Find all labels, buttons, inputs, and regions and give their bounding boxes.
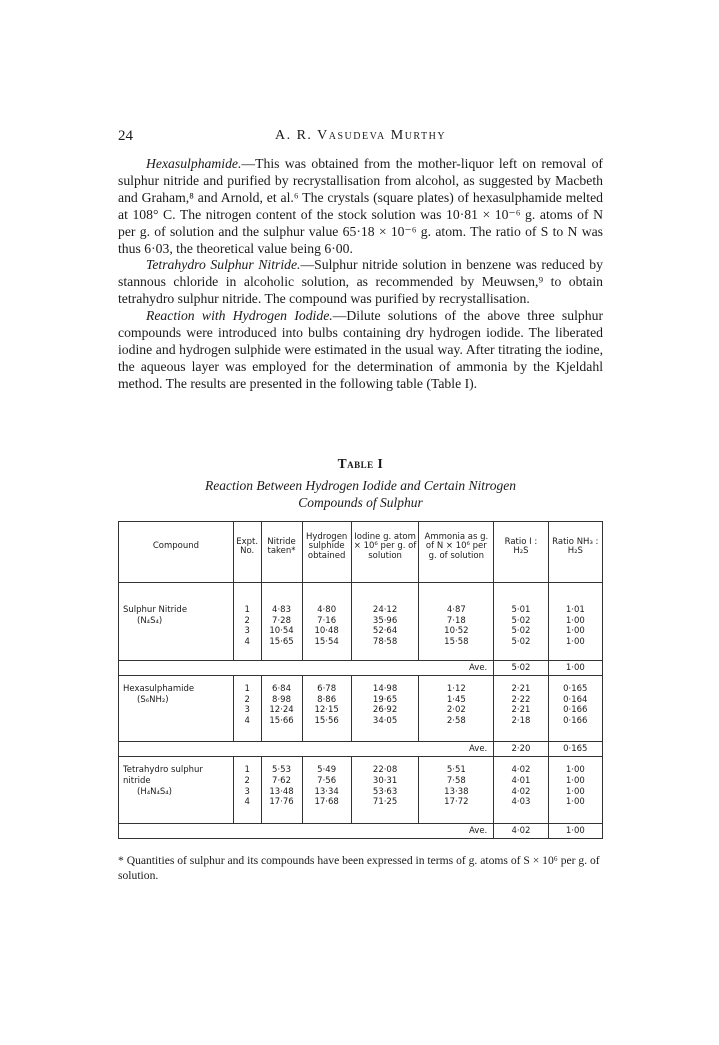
- table-caption: [118, 477, 603, 511]
- col-header-compound: Compound: [119, 522, 234, 573]
- average-row: [119, 660, 603, 675]
- h2s-cell: 6·78 8·86 12·15 15·56: [302, 675, 351, 742]
- running-head: A. R. Vasudeva Murthy: [274, 128, 447, 143]
- compound-cell: [119, 605, 234, 660]
- average-row: [119, 742, 603, 757]
- h2s-cell: 5·49 7·56 13·34 17·68: [302, 757, 351, 824]
- ratio-nh3-cell: 1·00 1·00 1·00 1·00: [548, 757, 602, 824]
- col-header-nitride: Nitride taken*: [261, 522, 302, 573]
- table-caption-line-2: Compounds of Sulphur: [298, 495, 423, 510]
- ammonia-cell: 1·12 1·45 2·02 2·58: [419, 675, 494, 742]
- iodine-cell: 22·08 30·31 53·63 71·25: [351, 757, 419, 824]
- ave-ratio-nh3: 0·165: [548, 742, 602, 757]
- ammonia-cell: 4·87 7·18 10·52 15·58: [419, 605, 494, 660]
- table-caption-line-1: Reaction Between Hydrogen Iodide and Certain Nitrogen: [205, 478, 516, 493]
- page-header: [118, 128, 603, 148]
- compound-formula: (H₄N₄S₄): [137, 786, 173, 797]
- iodine-cell: 24·12 35·96 52·64 78·58: [351, 605, 419, 660]
- table-title: Table I: [337, 456, 384, 471]
- h2s-cell: 4·80 7·16 10·48 15·54: [302, 605, 351, 660]
- footnote: * Quantities of sulphur and its compounds have been expressed in terms of g. atoms of S × 10⁶ per g. of solution.: [118, 854, 600, 882]
- average-row: [119, 824, 603, 839]
- average-label: Ave.: [119, 660, 494, 675]
- paragraph-reaction: [118, 308, 603, 393]
- table-row: [119, 675, 603, 742]
- ratio-i-cell: 2·21 2·22 2·21 2·18: [494, 675, 548, 742]
- compound-cell: [119, 675, 234, 742]
- col-header-h2s: Hydrogen sulphide obtained: [302, 522, 351, 573]
- paragraph-text: —Dilute solutions of the above three sulphur compounds were introduced into bulbs containing dry hydrogen iodide. The liberated iodine and hydrogen sulphide were estimated in the usual way. After titrating the iodine, the aqueous layer was employed for the determination of ammonia by the Kjeldahl method. The results are presented in the following table (Table I).: [118, 308, 603, 391]
- ratio-i-cell: 5·01 5·02 5·02 5·02: [494, 605, 548, 660]
- paragraph-title: Hexasulphamide.: [146, 156, 242, 171]
- paragraph-text: —Sulphur nitride solution in benzene was reduced by stannous chloride in alcoholic solution, as recommended by Meuwsen,⁹ to obtain tetrahydro sulphur nitride. The compound was purified by recrystallisation.: [118, 257, 603, 307]
- expt-cell: 1 2 3 4: [233, 675, 261, 742]
- nitride-cell: 6·84 8·98 12·24 15·66: [261, 675, 302, 742]
- compound-formula: (S₆NH₂): [137, 694, 169, 705]
- expt-cell: 1 2 3 4: [233, 605, 261, 660]
- table-row: [119, 605, 603, 660]
- ave-ratio-i: 4·02: [494, 824, 548, 839]
- ave-ratio-i: 5·02: [494, 660, 548, 675]
- ratio-nh3-cell: 0·165 0·164 0·166 0·166: [548, 675, 602, 742]
- col-header-ratio-nh3: Ratio NH₃ : H₂S: [548, 522, 602, 573]
- compound-name: Tetrahydro sulphur nitride: [123, 765, 203, 787]
- compound-name: Sulphur Nitride: [123, 605, 188, 615]
- col-header-ammonia: Ammonia as g. of N × 10⁶ per g. of solution: [419, 522, 494, 573]
- average-label: Ave.: [119, 742, 494, 757]
- col-header-iodine: Iodine g. atom × 10⁶ per g. of solution: [351, 522, 419, 573]
- results-table: [118, 521, 603, 839]
- compound-name: Hexasulphamide: [123, 683, 195, 694]
- compound-formula: (N₄S₄): [137, 615, 163, 626]
- ave-ratio-i: 2·20: [494, 742, 548, 757]
- ammonia-cell: 5·51 7·58 13·38 17·72: [419, 757, 494, 824]
- paragraph-text: —This was obtained from the mother-liquor left on removal of sulphur nitride and purified by recrystallisation from alcohol, as suggested by Macbeth and Graham,⁸ and Arnold, et al.⁶ The crystals (square plates) of hexasulphamide melted at 108° C. The nitrogen content of the stock solution was 10·81 × 10⁻⁶ g. atoms of N per g. of solution and the sulphur value 65·18 × 10⁻⁶ g. atom. The ratio of S to N was thus 6·03, the theoretical value being 6·00.: [118, 156, 603, 256]
- body-text: [118, 156, 603, 393]
- ave-ratio-nh3: 1·00: [548, 824, 602, 839]
- ave-ratio-nh3: 1·00: [548, 660, 602, 675]
- paragraph-title: Reaction with Hydrogen Iodide.: [146, 308, 333, 324]
- paragraph-tetrahydro: [118, 257, 603, 308]
- col-header-expt: Expt. No.: [233, 522, 261, 573]
- col-header-ratio-i: Ratio I : H₂S: [494, 522, 548, 573]
- table-row: [119, 757, 603, 824]
- compound-cell: [119, 757, 234, 824]
- average-label: Ave.: [119, 824, 494, 839]
- nitride-cell: 5·53 7·62 13·48 17·76: [261, 757, 302, 824]
- paragraph-hexasulphamide: [118, 156, 603, 257]
- ratio-i-cell: 4·02 4·01 4·02 4·03: [494, 757, 548, 824]
- nitride-cell: 4·83 7·28 10·54 15·65: [261, 605, 302, 660]
- page-number: 24: [118, 128, 133, 144]
- iodine-cell: 14·98 19·65 26·92 34·05: [351, 675, 419, 742]
- paragraph-title: Tetrahydro Sulphur Nitride.: [146, 257, 301, 273]
- table-header-row: [119, 522, 603, 573]
- ratio-nh3-cell: 1·01 1·00 1·00 1·00: [548, 605, 602, 660]
- expt-cell: 1 2 3 4: [233, 757, 261, 824]
